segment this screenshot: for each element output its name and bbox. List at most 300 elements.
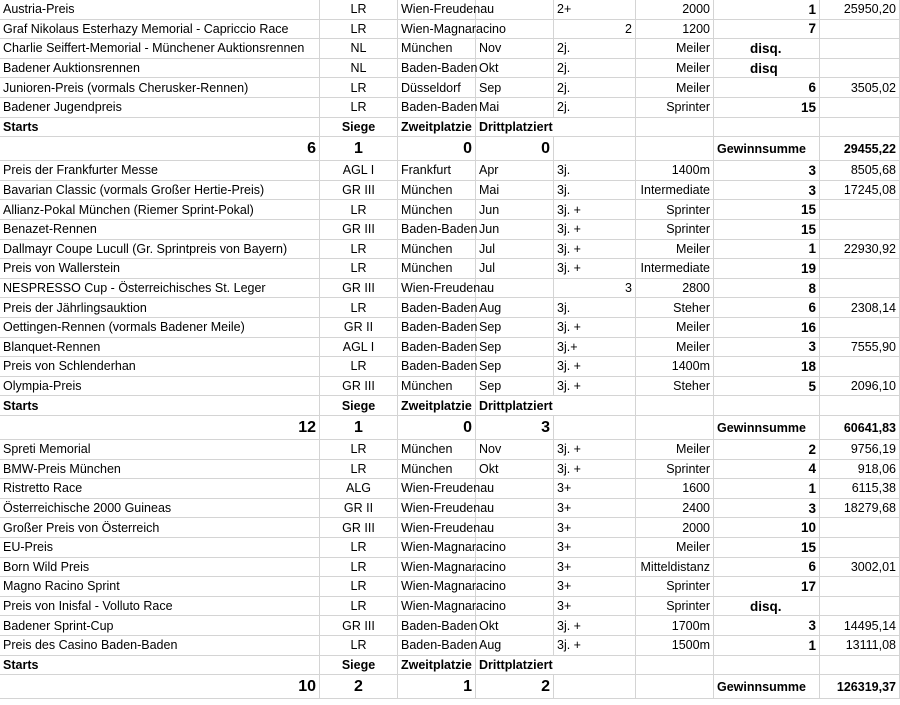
age-text: 3j. + (557, 320, 581, 335)
venue-cell[interactable]: Wien-Magnaracino (398, 577, 476, 596)
age-text: 3+ (557, 501, 572, 516)
month-cell[interactable] (476, 0, 554, 19)
month-cell[interactable]: Nov (476, 440, 554, 459)
venue-cell[interactable]: Baden-Baden (398, 98, 476, 117)
placing-cell[interactable]: 15 (714, 200, 820, 219)
prize-cell[interactable]: 2096,10 (820, 377, 900, 396)
prize-sum-total[interactable]: 29455,22 (820, 137, 900, 160)
prize-cell[interactable] (820, 538, 900, 557)
distance-cell[interactable]: Intermediate (636, 181, 714, 200)
prize-cell[interactable] (820, 259, 900, 278)
wins-total[interactable]: 2 (320, 675, 398, 698)
age-text: 2j. (557, 80, 571, 95)
wins-total[interactable]: 1 (320, 416, 398, 439)
prize-cell[interactable]: 25950,20 (820, 0, 900, 19)
placing-cell[interactable]: 1 (714, 240, 820, 259)
month-cell[interactable]: Mai (476, 98, 554, 117)
category-cell[interactable]: LR (320, 357, 398, 376)
age-cell[interactable] (554, 20, 636, 39)
distance-cell[interactable]: Mitteldistanz (636, 558, 714, 577)
prize-sum-label[interactable]: Gewinnsumme (714, 675, 820, 698)
category-cell[interactable]: ALG (320, 479, 398, 498)
month-cell[interactable]: Sep (476, 338, 554, 357)
distance-cell[interactable]: 1400m (636, 357, 714, 376)
category-cell[interactable]: GR III (320, 181, 398, 200)
third-places-label[interactable]: Drittplatziert (476, 656, 556, 675)
month-cell[interactable]: Jun (476, 220, 554, 239)
age-cell[interactable] (554, 240, 636, 259)
age-cell[interactable] (554, 59, 636, 78)
placing-cell[interactable]: 6 (714, 298, 820, 317)
age-cell[interactable] (554, 298, 636, 317)
month-cell[interactable]: Okt (476, 460, 554, 479)
race-name-cell[interactable]: Preis der Jährlingsauktion (0, 298, 320, 317)
empty-cell[interactable] (636, 656, 714, 675)
third-places-label[interactable]: Drittplatziert (476, 396, 556, 415)
race-name-cell[interactable]: Born Wild Preis (0, 558, 320, 577)
age-cell[interactable] (554, 636, 636, 655)
race-name-cell[interactable]: Spreti Memorial (0, 440, 320, 459)
prize-cell[interactable] (820, 20, 900, 39)
second-places-label[interactable]: Zweitplatzie (398, 396, 476, 415)
venue-cell[interactable]: Wien-Freudenau (398, 499, 476, 518)
prize-cell[interactable] (820, 518, 900, 537)
empty-cell[interactable] (554, 416, 636, 439)
venue-cell[interactable]: Baden-Baden (398, 318, 476, 337)
prize-sum-total[interactable]: 60641,83 (820, 416, 900, 439)
distance-cell[interactable]: 2800 (636, 279, 714, 298)
month-cell[interactable] (476, 479, 554, 498)
starts-total[interactable]: 6 (0, 137, 320, 160)
starts-label[interactable]: Starts (0, 118, 320, 137)
venue-cell[interactable]: Baden-Baden (398, 357, 476, 376)
distance-cell[interactable]: 1600 (636, 479, 714, 498)
second-places-total[interactable]: 0 (398, 137, 476, 160)
venue-cell[interactable]: München (398, 240, 476, 259)
venue-cell[interactable]: Baden-Baden (398, 338, 476, 357)
race-name-cell[interactable]: Benazet-Rennen (0, 220, 320, 239)
placing-cell[interactable]: 15 (714, 538, 820, 557)
venue-cell[interactable]: München (398, 181, 476, 200)
venue-cell[interactable]: Düsseldorf (398, 78, 476, 97)
race-name-cell[interactable]: Preis der Frankfurter Messe (0, 161, 320, 180)
distance-cell[interactable]: Meiler (636, 440, 714, 459)
prize-sum-label[interactable]: Gewinnsumme (714, 416, 820, 439)
age-text: 3j. + (557, 359, 581, 374)
placing-cell[interactable]: disq. (714, 597, 820, 616)
distance-cell[interactable]: Sprinter (636, 597, 714, 616)
race-name-cell[interactable]: Badener Auktionsrennen (0, 59, 320, 78)
race-name-cell[interactable]: Olympia-Preis (0, 377, 320, 396)
second-places-total[interactable]: 0 (398, 416, 476, 439)
empty-cell[interactable] (554, 137, 636, 160)
distance-cell[interactable]: Meiler (636, 318, 714, 337)
prize-sum-label[interactable]: Gewinnsumme (714, 137, 820, 160)
category-cell[interactable]: AGL I (320, 161, 398, 180)
age-cell[interactable] (554, 220, 636, 239)
placing-cell[interactable]: 8 (714, 279, 820, 298)
age-cell[interactable] (554, 39, 636, 58)
age-cell[interactable] (554, 440, 636, 459)
distance-cell[interactable]: Sprinter (636, 220, 714, 239)
distance-cell[interactable]: Sprinter (636, 200, 714, 219)
second-places-label[interactable]: Zweitplatzie (398, 118, 476, 137)
third-places-label[interactable]: Drittplatziert (476, 118, 556, 137)
category-cell[interactable]: GR III (320, 616, 398, 635)
prize-cell[interactable] (820, 577, 900, 596)
age-cell[interactable] (554, 377, 636, 396)
distance-cell[interactable]: Meiler (636, 59, 714, 78)
prize-cell[interactable]: 8505,68 (820, 161, 900, 180)
table-row (0, 338, 900, 358)
category-cell[interactable]: NL (320, 39, 398, 58)
placing-cell[interactable]: 3 (714, 338, 820, 357)
placing-cell[interactable]: 3 (714, 161, 820, 180)
category-cell[interactable]: LR (320, 538, 398, 557)
distance-cell[interactable]: 1400m (636, 161, 714, 180)
venue-cell[interactable]: Wien-Freudenau (398, 279, 476, 298)
empty-cell[interactable] (636, 675, 714, 698)
category-cell[interactable]: GR II (320, 318, 398, 337)
age-cell[interactable] (554, 259, 636, 278)
age-cell[interactable] (554, 161, 636, 180)
distance-cell[interactable]: Sprinter (636, 460, 714, 479)
second-places-label[interactable]: Zweitplatzie (398, 656, 476, 675)
prize-cell[interactable] (820, 39, 900, 58)
race-name-cell[interactable]: Oettingen-Rennen (vormals Badener Meile) (0, 318, 320, 337)
empty-cell[interactable] (714, 656, 820, 675)
summary-header-row (0, 656, 900, 676)
third-places-total[interactable]: 0 (476, 137, 554, 160)
empty-cell[interactable] (636, 118, 714, 137)
category-cell[interactable]: AGL I (320, 338, 398, 357)
distance-cell[interactable]: Intermediate (636, 259, 714, 278)
race-name-cell[interactable]: Großer Preis von Österreich (0, 518, 320, 537)
prize-sum-total[interactable]: 126319,37 (820, 675, 900, 698)
starts-total[interactable]: 12 (0, 416, 320, 439)
month-cell[interactable]: Sep (476, 78, 554, 97)
age-cell[interactable] (554, 200, 636, 219)
distance-cell[interactable]: Meiler (636, 338, 714, 357)
category-cell[interactable]: LR (320, 259, 398, 278)
age-text: 3j. (557, 300, 571, 315)
venue-cell[interactable]: Wien-Freudenau (398, 479, 476, 498)
age-cell[interactable] (554, 98, 636, 117)
category-cell[interactable]: LR (320, 78, 398, 97)
age-cell[interactable] (554, 0, 636, 19)
prize-cell[interactable]: 6115,38 (820, 479, 900, 498)
prize-cell[interactable]: 18279,68 (820, 499, 900, 518)
prize-cell[interactable]: 14495,14 (820, 616, 900, 635)
age-cell[interactable] (554, 538, 636, 557)
prize-cell[interactable] (820, 59, 900, 78)
empty-cell[interactable] (714, 396, 820, 415)
starts-label[interactable]: Starts (0, 396, 320, 415)
empty-cell[interactable] (714, 118, 820, 137)
table-row (0, 636, 900, 656)
month-cell[interactable] (476, 597, 554, 616)
empty-cell[interactable] (554, 118, 636, 137)
placing-cell[interactable]: 6 (714, 78, 820, 97)
third-places-total[interactable]: 2 (476, 675, 554, 698)
race-name-cell[interactable]: Preis des Casino Baden-Baden (0, 636, 320, 655)
race-name-cell[interactable]: Austria-Preis (0, 0, 320, 19)
category-cell[interactable]: GR III (320, 518, 398, 537)
venue-cell[interactable]: München (398, 39, 476, 58)
month-cell[interactable]: Okt (476, 616, 554, 635)
race-name-cell[interactable]: EU-Preis (0, 538, 320, 557)
placing-cell[interactable]: 7 (714, 20, 820, 39)
month-cell[interactable]: Apr (476, 161, 554, 180)
prize-cell[interactable] (820, 98, 900, 117)
placing-cell[interactable]: 10 (714, 518, 820, 537)
table-row (0, 181, 900, 201)
placing-cell[interactable]: 5 (714, 377, 820, 396)
placing-cell[interactable]: 1 (714, 636, 820, 655)
age-cell[interactable] (554, 558, 636, 577)
venue-cell[interactable]: München (398, 200, 476, 219)
category-cell[interactable]: GR II (320, 499, 398, 518)
table-row (0, 161, 900, 181)
month-cell[interactable]: Aug (476, 298, 554, 317)
age-text: 3+ (557, 481, 572, 496)
venue-cell[interactable]: Baden-Baden (398, 59, 476, 78)
summary-totals-row (0, 137, 900, 161)
category-cell[interactable]: LR (320, 20, 398, 39)
age-cell[interactable] (554, 479, 636, 498)
venue-cell[interactable]: München (398, 460, 476, 479)
race-name-cell[interactable]: Badener Jugendpreis (0, 98, 320, 117)
distance-cell[interactable]: Meiler (636, 78, 714, 97)
empty-cell[interactable] (820, 396, 900, 415)
venue-cell[interactable]: Wien-Magnaracino (398, 20, 476, 39)
race-name-cell[interactable]: Blanquet-Rennen (0, 338, 320, 357)
third-places-total[interactable]: 3 (476, 416, 554, 439)
distance-cell[interactable]: Sprinter (636, 98, 714, 117)
venue-cell[interactable]: Frankfurt (398, 161, 476, 180)
empty-cell[interactable] (636, 416, 714, 439)
start-number-text: 3 (625, 281, 632, 296)
empty-cell[interactable] (820, 656, 900, 675)
prize-cell[interactable]: 3505,02 (820, 78, 900, 97)
age-cell[interactable] (554, 499, 636, 518)
race-name-cell[interactable]: Charlie Seiffert-Memorial - Münchener Auktionsrennen (0, 39, 320, 58)
wins-label[interactable]: Siege (320, 118, 398, 137)
prize-cell[interactable] (820, 200, 900, 219)
month-cell[interactable] (476, 518, 554, 537)
age-cell[interactable] (554, 357, 636, 376)
month-cell[interactable] (476, 499, 554, 518)
category-cell[interactable]: LR (320, 200, 398, 219)
empty-cell[interactable] (554, 396, 636, 415)
placing-cell[interactable]: 1 (714, 479, 820, 498)
month-cell[interactable]: Jul (476, 240, 554, 259)
prize-cell[interactable]: 918,06 (820, 460, 900, 479)
table-row (0, 577, 900, 597)
month-cell[interactable]: Nov (476, 39, 554, 58)
table-row (0, 59, 900, 79)
empty-cell[interactable] (820, 118, 900, 137)
age-text: 3+ (557, 540, 572, 555)
placing-cell[interactable]: 19 (714, 259, 820, 278)
category-cell[interactable]: LR (320, 597, 398, 616)
placing-cell[interactable]: 16 (714, 318, 820, 337)
age-cell[interactable] (554, 78, 636, 97)
table-row (0, 538, 900, 558)
age-cell[interactable] (554, 338, 636, 357)
placing-cell[interactable]: 3 (714, 181, 820, 200)
prize-cell[interactable] (820, 279, 900, 298)
placing-cell[interactable]: 3 (714, 499, 820, 518)
category-cell[interactable]: GR III (320, 377, 398, 396)
table-row (0, 499, 900, 519)
race-name-cell[interactable]: Österreichische 2000 Guineas (0, 499, 320, 518)
wins-label[interactable]: Siege (320, 396, 398, 415)
venue-cell[interactable]: München (398, 377, 476, 396)
month-cell[interactable]: Sep (476, 377, 554, 396)
prize-cell[interactable]: 3002,01 (820, 558, 900, 577)
month-cell[interactable] (476, 279, 554, 298)
prize-cell[interactable] (820, 220, 900, 239)
empty-cell[interactable] (554, 675, 636, 698)
age-cell[interactable] (554, 460, 636, 479)
prize-cell[interactable]: 17245,08 (820, 181, 900, 200)
month-cell[interactable] (476, 538, 554, 557)
race-name-cell[interactable]: Preis von Inisfal - Volluto Race (0, 597, 320, 616)
month-cell[interactable]: Sep (476, 357, 554, 376)
placing-cell[interactable]: 17 (714, 577, 820, 596)
race-name-cell[interactable]: NESPRESSO Cup - Österreichisches St. Leger (0, 279, 320, 298)
category-cell[interactable]: LR (320, 577, 398, 596)
month-cell[interactable]: Jun (476, 200, 554, 219)
race-name-cell[interactable]: Magno Racino Sprint (0, 577, 320, 596)
category-cell[interactable]: GR III (320, 220, 398, 239)
placing-cell[interactable]: 18 (714, 357, 820, 376)
venue-cell[interactable]: Wien-Magnaracino (398, 597, 476, 616)
venue-cell[interactable]: Wien-Freudenau (398, 518, 476, 537)
empty-cell[interactable] (636, 396, 714, 415)
venue-cell[interactable]: Wien-Freudenau (398, 0, 476, 19)
month-cell[interactable]: Aug (476, 636, 554, 655)
prize-cell[interactable] (820, 357, 900, 376)
race-name-cell[interactable]: Preis von Wallerstein (0, 259, 320, 278)
prize-cell[interactable]: 9756,19 (820, 440, 900, 459)
venue-cell[interactable]: Baden-Baden (398, 636, 476, 655)
month-cell[interactable]: Okt (476, 59, 554, 78)
race-name-cell[interactable]: Junioren-Preis (vormals Cherusker-Rennen) (0, 78, 320, 97)
placing-cell[interactable]: 3 (714, 616, 820, 635)
empty-cell[interactable] (554, 656, 636, 675)
distance-cell[interactable]: 2000 (636, 0, 714, 19)
race-name-cell[interactable]: Badener Sprint-Cup (0, 616, 320, 635)
placing-cell[interactable]: 4 (714, 460, 820, 479)
venue-cell[interactable]: München (398, 259, 476, 278)
category-cell[interactable]: LR (320, 298, 398, 317)
month-cell[interactable] (476, 577, 554, 596)
distance-cell[interactable]: Sprinter (636, 577, 714, 596)
category-cell[interactable]: LR (320, 0, 398, 19)
distance-cell[interactable]: Steher (636, 298, 714, 317)
category-cell[interactable]: GR III (320, 279, 398, 298)
prize-cell[interactable] (820, 318, 900, 337)
category-cell[interactable]: LR (320, 98, 398, 117)
table-row (0, 78, 900, 98)
race-name-cell[interactable]: Dallmayr Coupe Lucull (Gr. Sprintpreis von Bayern) (0, 240, 320, 259)
distance-cell[interactable]: Steher (636, 377, 714, 396)
prize-cell[interactable] (820, 597, 900, 616)
age-cell[interactable] (554, 577, 636, 596)
month-cell[interactable]: Jul (476, 259, 554, 278)
prize-cell[interactable]: 22930,92 (820, 240, 900, 259)
placing-cell[interactable]: disq. (714, 39, 820, 58)
race-name-cell[interactable]: Graf Nikolaus Esterhazy Memorial - Capriccio Race (0, 20, 320, 39)
distance-cell[interactable]: 1200 (636, 20, 714, 39)
venue-cell[interactable]: Baden-Baden (398, 616, 476, 635)
category-cell[interactable]: LR (320, 460, 398, 479)
distance-cell[interactable]: 2000 (636, 518, 714, 537)
placing-cell[interactable]: 2 (714, 440, 820, 459)
distance-cell[interactable]: Meiler (636, 39, 714, 58)
starts-label[interactable]: Starts (0, 656, 320, 675)
race-name-cell[interactable]: Allianz-Pokal München (Riemer Sprint-Pokal) (0, 200, 320, 219)
age-cell[interactable] (554, 279, 636, 298)
venue-cell[interactable]: Wien-Magnaracino (398, 558, 476, 577)
month-cell[interactable]: Sep (476, 318, 554, 337)
placing-cell[interactable]: 15 (714, 220, 820, 239)
distance-cell[interactable]: 1700m (636, 616, 714, 635)
race-name-cell[interactable]: BMW-Preis München (0, 460, 320, 479)
month-cell[interactable]: Mai (476, 181, 554, 200)
prize-cell[interactable]: 2308,14 (820, 298, 900, 317)
category-cell[interactable]: NL (320, 59, 398, 78)
placing-cell[interactable]: disq (714, 59, 820, 78)
category-cell[interactable]: LR (320, 558, 398, 577)
venue-cell[interactable]: Wien-Magnaracino (398, 538, 476, 557)
distance-cell[interactable]: 1500m (636, 636, 714, 655)
category-cell[interactable]: LR (320, 240, 398, 259)
venue-cell[interactable]: Baden-Baden (398, 220, 476, 239)
placing-cell[interactable]: 1 (714, 0, 820, 19)
distance-cell[interactable]: 2400 (636, 499, 714, 518)
second-places-total[interactable]: 1 (398, 675, 476, 698)
month-cell[interactable] (476, 20, 554, 39)
month-cell[interactable] (476, 558, 554, 577)
race-name-cell[interactable]: Ristretto Race (0, 479, 320, 498)
prize-cell[interactable]: 7555,90 (820, 338, 900, 357)
category-cell[interactable]: LR (320, 636, 398, 655)
age-cell[interactable] (554, 181, 636, 200)
distance-cell[interactable]: Meiler (636, 240, 714, 259)
race-name-cell[interactable]: Preis von Schlenderhan (0, 357, 320, 376)
starts-total[interactable]: 10 (0, 675, 320, 698)
wins-label[interactable]: Siege (320, 656, 398, 675)
empty-cell[interactable] (636, 137, 714, 160)
age-cell[interactable] (554, 518, 636, 537)
prize-cell[interactable]: 13111,08 (820, 636, 900, 655)
age-cell[interactable] (554, 318, 636, 337)
venue-cell[interactable]: München (398, 440, 476, 459)
wins-total[interactable]: 1 (320, 137, 398, 160)
race-name-cell[interactable]: Bavarian Classic (vormals Großer Hertie-Preis) (0, 181, 320, 200)
placing-cell[interactable]: 6 (714, 558, 820, 577)
placing-cell[interactable]: 15 (714, 98, 820, 117)
category-cell[interactable]: LR (320, 440, 398, 459)
age-cell[interactable] (554, 616, 636, 635)
age-text: 3j. + (557, 202, 581, 217)
age-cell[interactable] (554, 597, 636, 616)
venue-cell[interactable]: Baden-Baden (398, 298, 476, 317)
distance-cell[interactable]: Meiler (636, 538, 714, 557)
